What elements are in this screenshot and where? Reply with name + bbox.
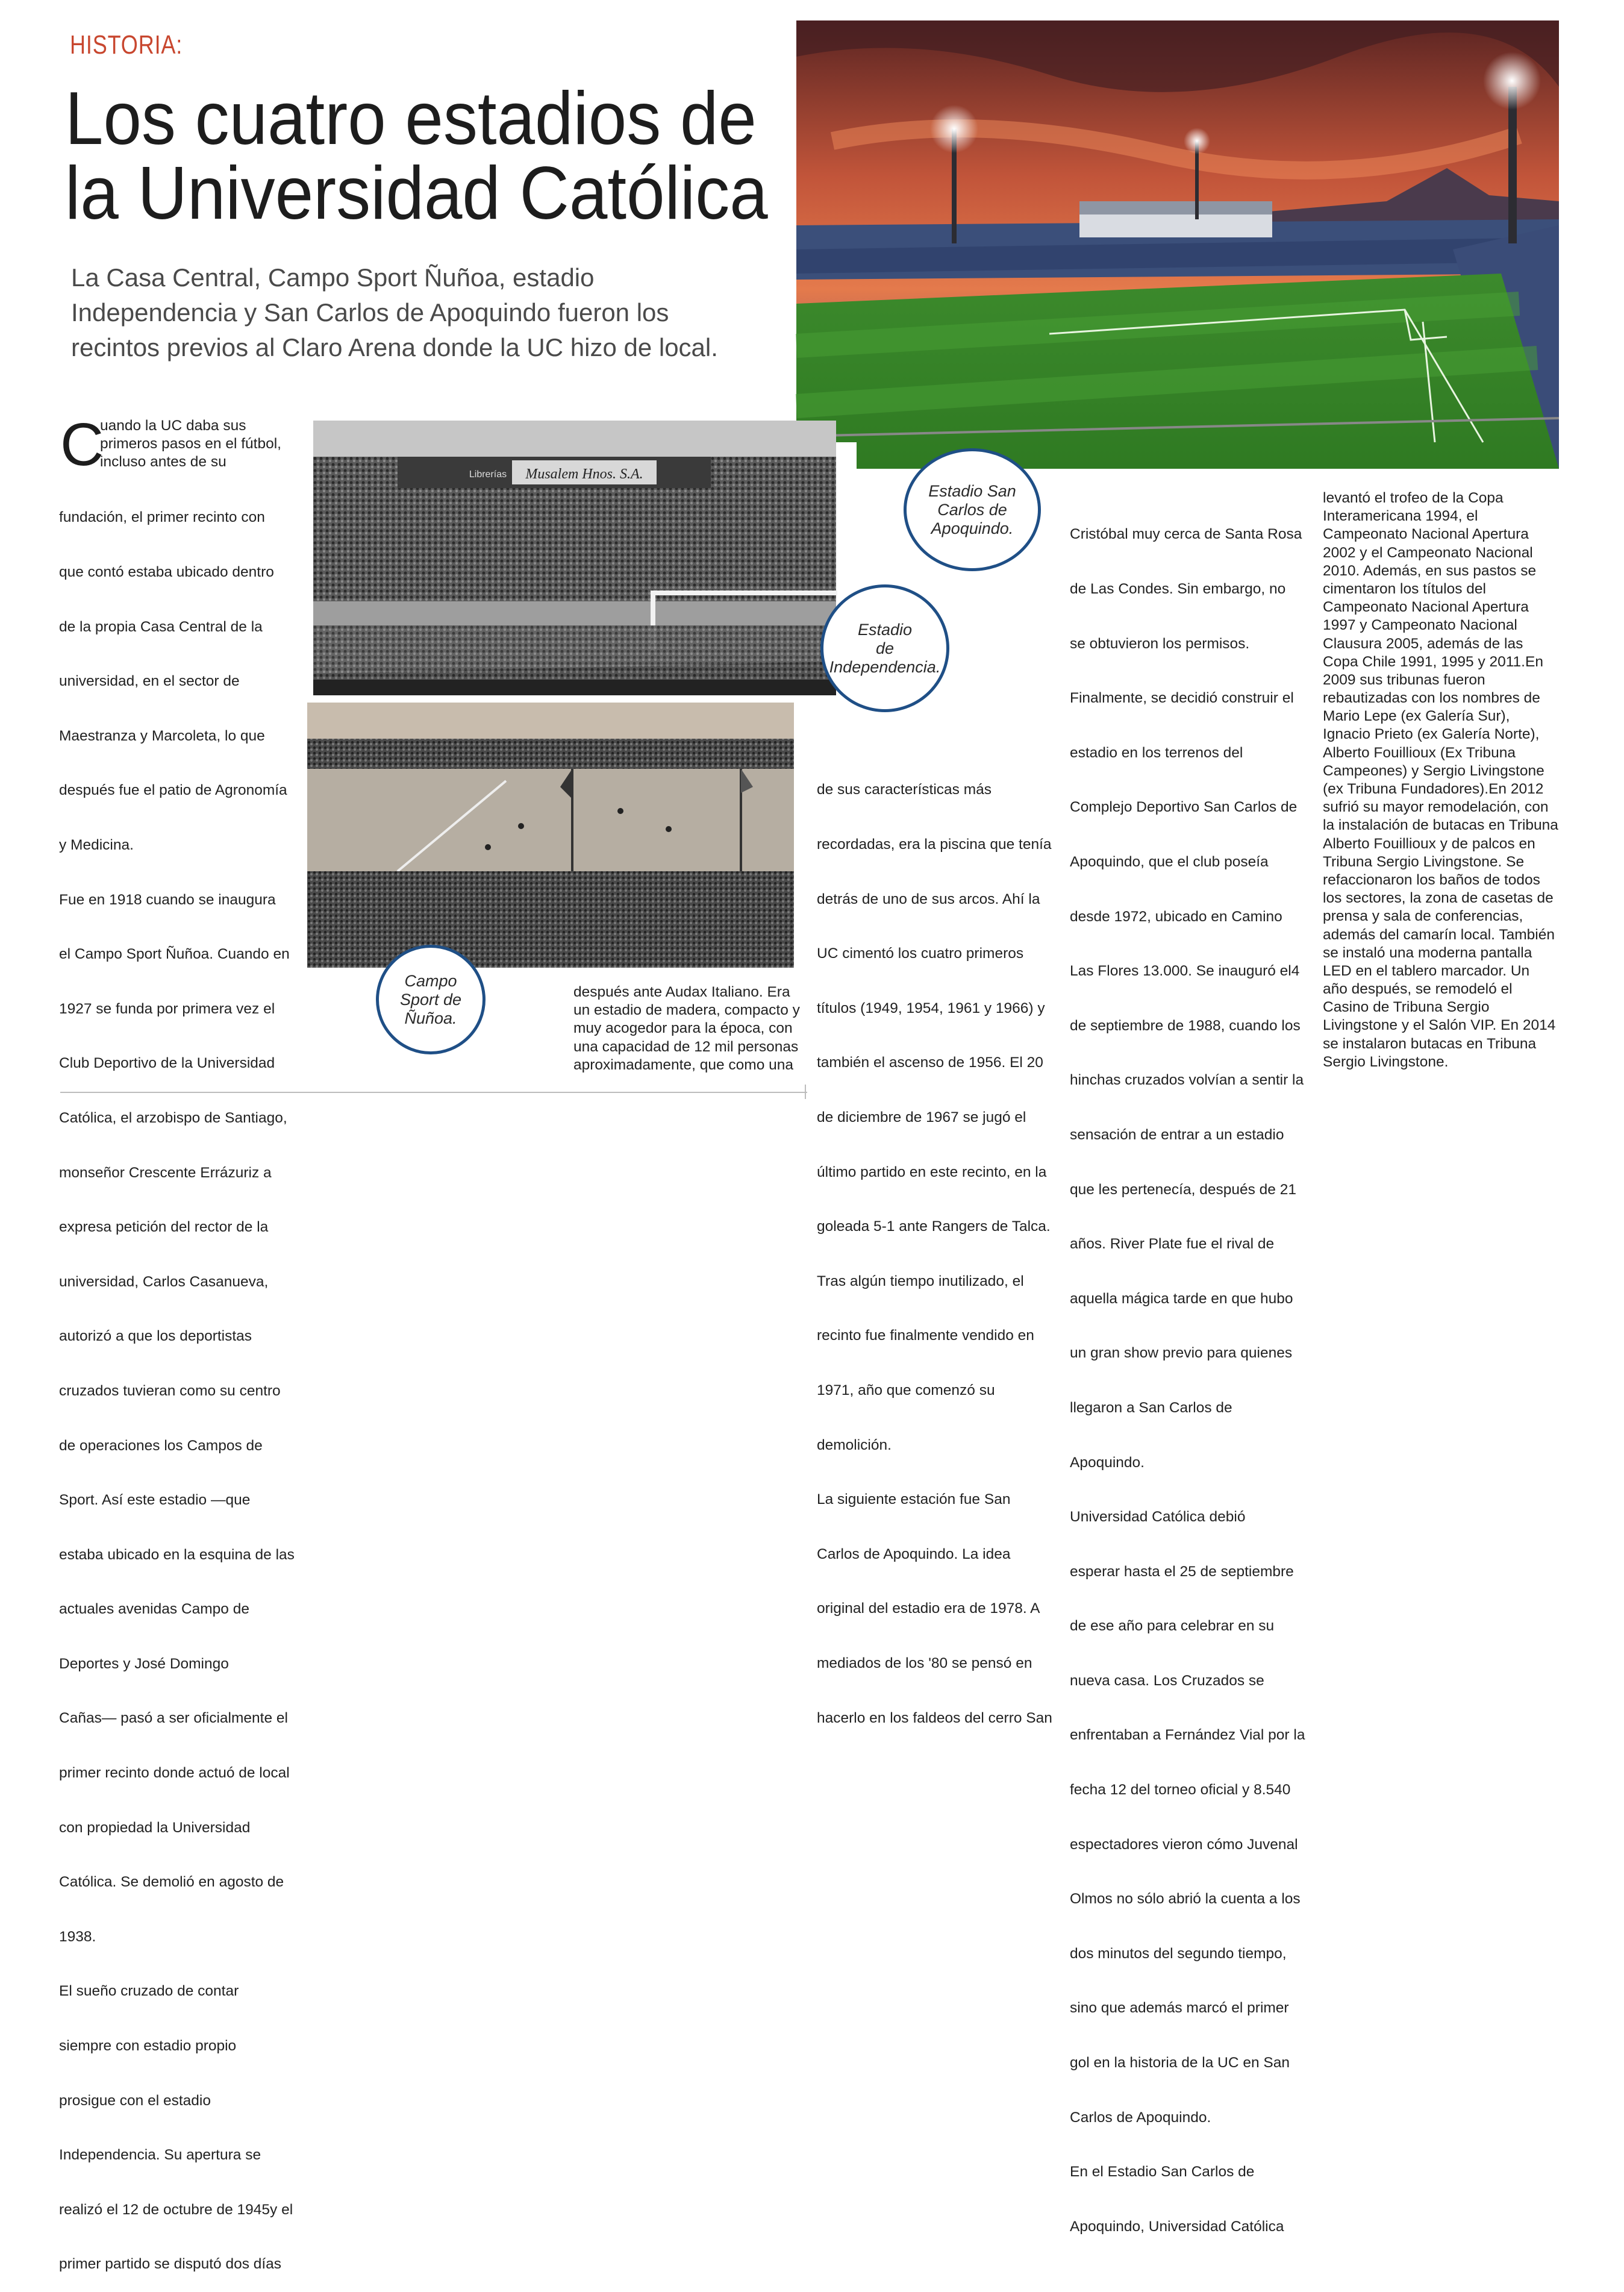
column-1: fundación, el primer recinto con que contó estaba ubicado dentro de la propia Casa Central de la universidad, en el sector de Maestranza y Marcoleta, lo que después fue el patio de Agronomía y Medicina. Fue en 1918 cuando se inaugura el Campo Sport Ñuñoa. Cuando en 1927 se funda por primera vez el Club Deportivo de la Universidad Católica, el arzobispo de Santiago, monseñor Crescente Errázuriz a expresa petición del rector de la universidad, Carlos Casanueva, autorizó a que los deportistas cruzados tuvieran como su centro de operaciones los Campos de Sport. Así este estadio —que estaba ubicado en la esquina de las actuales avenidas Campo de Deportes y José Domingo Cañas— pasó a ser oficialmente el primer recinto donde actuó de local con propiedad la Universidad Católica. Se demolió en agosto de 1938. El sueño cruzado de contar siempre con estadio propio prosigue con el estadio Independencia. Su apertura se realizó el 12 de octubre de 1945y el primer partido se disputó dos días (59, 509, 295, 2273)
column-4: Cristóbal muy cerca de Santa Rosa de Las Condes. Sin embargo, no se obtuvieron los permisos. Finalmente, se decidió construir el estadio en los terrenos del Complejo Deportivo San Carlos de Apoquindo, que el club poseía desde 1972, ubicado en Camino Las Flores 13.000. Se inauguró el4 de septiembre de 1988, cuando los hinchas cruzados volvían a sentir la sensación de entrar a un estadio que les pertenecía, después de 21 años. River Plate fue el rival de aquella mágica tarde en que hubo un gran show previo para quienes llegaron a San Carlos de Apoquindo. Universidad Católica debió esperar hasta el 25 de septiembre de ese año para celebrar en su nueva casa. Los Cruzados se enfrentaban a Fernández Vial por la fecha 12 del torneo oficial y 8.540 espectadores vieron cómo Juvenal Olmos no sólo abrió la cuenta a los dos minutos del segundo tiempo, sino que además marcó el primer gol en la historia de la UC en San Carlos de Apoquindo. En el Estadio San Carlos de Apoquindo, Universidad Católica (1070, 526, 1305, 2235)
headline-line-2: la Universidad Católica (65, 152, 768, 235)
caption-campo-sport-nunoa: Campo Sport de Ñuñoa. (376, 945, 486, 1054)
caption-independencia: Estadio de Independencia. (820, 584, 949, 712)
headline (65, 77, 768, 235)
section-kicker: HISTORIA: (70, 30, 183, 60)
footer-rule (60, 1092, 807, 1093)
dropcap: C (60, 411, 104, 478)
footer-divider (805, 1085, 806, 1099)
column-2: después ante Audax Italiano. Era un estadio de madera, compacto y muy acogedor para la época, con una capacidad de 12 mil personas aproximadamente, que como una (573, 984, 800, 1073)
column-5: levantó el trofeo de la Copa Interamericana 1994, el Campeonato Nacional Apertura 2002 y el Campeonato Nacional 2010. Además, en sus pastos se cimentaron los títulos del Campeonato Nacional Apertura 1997 y Campeonato Nacional Clausura 2005, además de las Copa Chile 1991, 1995 y 2011.En 2009 sus tribunas fueron rebautizadas con los nombres de Mario Lepe (ex Galería Sur), Ignacio Prieto (ex Galería Norte), Alberto Fouillioux (Ex Tribuna Campeones) y Sergio Livingstone (ex Tribuna Fundadores).En 2012 sufrió su mayor remodelación, con la instalación de butacas en Tribuna Alberto Fouillioux y de palcos en Tribuna Sergio Livingstone. Se refaccionaron los baños de todos los sectores, la zona de casetas de prensa y sala de conferencias, además del camarín local. También se instaló una moderna pantalla LED en el tablero marcador. Un año después, se remodeló el Casino de Tribuna Sergio Livingstone y el Salón VIP. En 2014 se instalaron butacas en Tribuna Sergio Livingstone. (1323, 490, 1558, 1070)
headline-line-1: Los cuatro estadios de (65, 77, 757, 160)
deck-line: Independencia y San Carlos de Apoquindo fueron los (71, 298, 669, 327)
deck (71, 260, 794, 365)
photo-san-carlos (796, 20, 1559, 469)
column-1-intro: uando la UC daba sus primeros pasos en el fútbol, incluso antes de su (100, 418, 281, 471)
photo-independencia (313, 421, 836, 695)
deck-line: recintos previos al Claro Arena donde la UC hizo de local. (71, 333, 718, 362)
caption-san-carlos: Estadio San Carlos de Apoquindo. (904, 448, 1041, 571)
photo-campo-sport-nunoa (307, 703, 794, 968)
banner-left-text: Librerías (469, 469, 507, 480)
banner-text: Musalem Hnos. S.A. (525, 466, 643, 482)
deck-line: La Casa Central, Campo Sport Ñuñoa, estadio (71, 263, 595, 292)
column-3: de sus características más recordadas, era la piscina que tenía detrás de uno de sus arcos. Ahí la UC cimentó los cuatro primeros títulos (1949, 1954, 1961 y 1966) y también el ascenso de 1956. El 20 de diciembre de 1967 se jugó el último partido en este recinto, en la goleada 5-1 ante Rangers de Talca. Tras algún tiempo inutilizado, el recinto fue finalmente vendido en 1971, año que comenzó su demolición. La siguiente estación fue San Carlos de Apoquindo. La idea original del estadio era de 1978. A mediados de los '80 se pensó en hacerlo en los faldeos del cerro San (817, 781, 1052, 1726)
